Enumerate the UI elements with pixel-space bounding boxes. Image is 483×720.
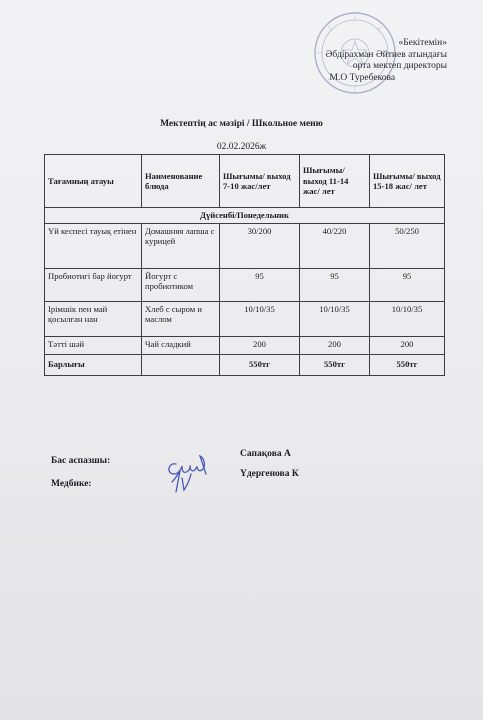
approval-line-4: М.О Туребекова — [329, 72, 396, 83]
menu-table — [44, 154, 445, 376]
approval-line-2: Әбдірахман Әйтиев атындағы — [325, 49, 447, 60]
yield-15-18: 10/10/35 — [370, 301, 445, 336]
dish-kz: Тәтті шәй — [45, 336, 142, 354]
total-7-10: 550тг — [220, 354, 300, 375]
header-dish-kz: Тағамның атауы — [45, 155, 142, 208]
handwritten-signature — [160, 444, 216, 500]
dish-kz: Пробиотигі бар йогурт — [45, 268, 142, 301]
approval-block — [326, 38, 447, 84]
dish-kz: Үй кеспесі тауық етінен — [45, 223, 142, 268]
menu-date: 02.02.2026ж — [216, 142, 267, 152]
table-row — [45, 268, 445, 301]
approval-line-1: «Бекітемін» — [398, 38, 447, 48]
header-yield-11-14: Шығымы/ выход 11-14 жас/ лет — [300, 155, 370, 208]
yield-7-10: 200 — [220, 336, 300, 354]
header-yield-15-18: Шығымы/ выход 15-18 жас/ лет — [370, 155, 445, 208]
nurse-label: Медбике: — [51, 479, 92, 489]
day-label: Дүйсенбі/Понедельник — [45, 208, 445, 224]
yield-15-18: 50/250 — [370, 223, 445, 268]
table-row — [45, 336, 445, 354]
dish-ru: Хлеб с сыром и маслом — [142, 301, 220, 336]
total-label: Барлығы — [45, 354, 142, 375]
yield-7-10: 95 — [220, 268, 300, 301]
header-dish-ru: Наименование блюда — [142, 155, 220, 208]
dish-ru: Домашняя лапша с курицей — [142, 223, 220, 268]
yield-11-14: 95 — [300, 268, 370, 301]
yield-15-18: 200 — [370, 336, 445, 354]
yield-7-10: 10/10/35 — [220, 301, 300, 336]
table-row — [45, 301, 445, 336]
total-row — [45, 354, 445, 375]
nurse-name: Үдергенова К — [240, 469, 299, 479]
page-title: Мектептің ас мәзірі / Школьное меню — [160, 119, 323, 129]
approval-line-3: орта мектеп директоры — [352, 61, 447, 71]
dish-ru: Чай сладкий — [142, 336, 220, 354]
total-11-14: 550тг — [300, 354, 370, 375]
yield-11-14: 200 — [300, 336, 370, 354]
dish-ru: Йогурт с пробиотиком — [142, 268, 220, 301]
table-row — [45, 223, 445, 268]
total-15-18: 550тг — [370, 354, 445, 375]
cook-name: Сапақова А — [240, 449, 291, 459]
yield-11-14: 10/10/35 — [300, 301, 370, 336]
yield-7-10: 30/200 — [220, 223, 300, 268]
yield-11-14: 40/220 — [300, 223, 370, 268]
day-row — [45, 208, 445, 224]
total-empty-cell — [142, 354, 220, 375]
dish-kz: Ірімшік пен май қосылған нан — [45, 301, 142, 336]
yield-15-18: 95 — [370, 268, 445, 301]
cook-label: Бас аспазшы: — [51, 456, 111, 466]
header-yield-7-10: Шығымы/ выход 7-10 жас/лет — [220, 155, 300, 208]
table-header-row — [45, 155, 445, 208]
